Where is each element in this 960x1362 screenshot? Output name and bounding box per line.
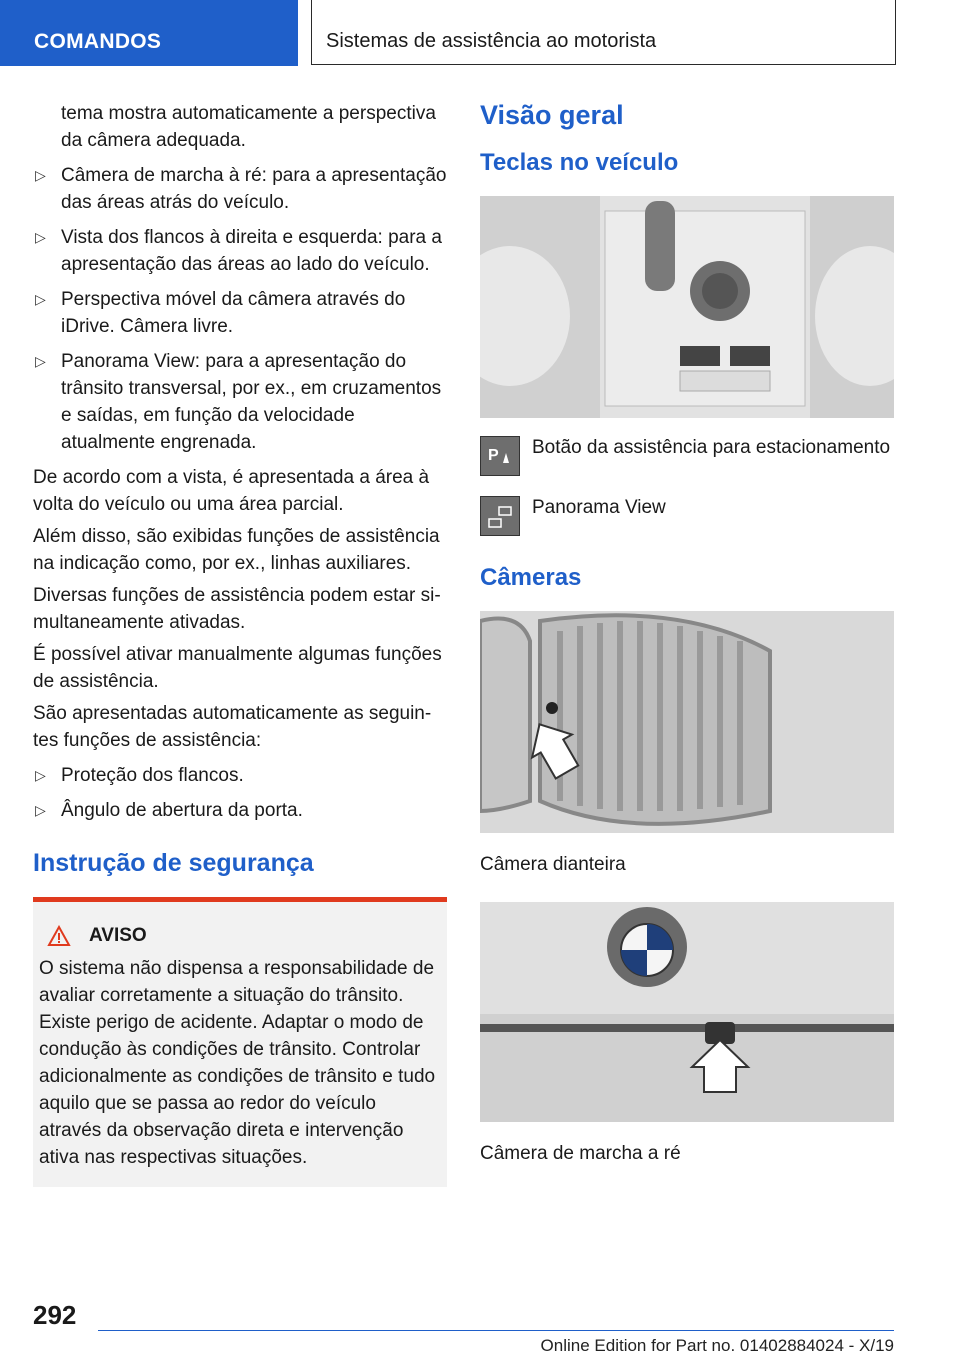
triangle-bullet-icon: ▷ bbox=[35, 167, 46, 183]
list-item: tema mostra automaticamente a perspectiva da câmera adequada. bbox=[61, 103, 436, 151]
list-item: ▷ Vista dos flancos à direita e esquerda: para a apresentação das áreas ao lado do veículo. bbox=[33, 224, 447, 278]
triangle-bullet-icon: ▷ bbox=[35, 767, 46, 783]
rear-camera-photo bbox=[480, 902, 894, 1122]
panorama-view-icon bbox=[480, 496, 520, 536]
left-column bbox=[33, 100, 447, 1187]
footer-divider bbox=[98, 1330, 894, 1331]
key-label: Botão da assistência para estacionamento bbox=[532, 437, 891, 458]
list-item: ▷ Ângulo de abertura da porta. bbox=[33, 797, 447, 824]
section-label: COMANDOS bbox=[34, 30, 162, 53]
list-item: ▷ Perspectiva móvel da câmera através do iDrive. Câmera livre. bbox=[33, 286, 447, 340]
warning-box bbox=[33, 897, 447, 1187]
warning-text: O sistema não dispensa a responsabilidade de avaliar corretamente a situação do trânsito. Existe perigo de acidente. Adaptar o modo de condução às condições de trânsito. Controlar adicionalmente as condições de trânsito e tudo aquilo que se passa ao redor do veículo através da observação direta e intervenção ativa nas respectivas situações. bbox=[39, 958, 436, 1168]
paragraph: Diversas funções de assistência podem estar simultaneamente ativadas. bbox=[33, 585, 441, 633]
photo-caption: Câmera de marcha a ré bbox=[480, 1143, 681, 1164]
overview-heading: Visão geral bbox=[480, 100, 624, 130]
triangle-bullet-icon: ▷ bbox=[35, 802, 46, 818]
photo-caption: Câmera dianteira bbox=[480, 854, 626, 875]
key-label: Panorama View bbox=[532, 497, 666, 518]
keys-heading: Teclas no veículo bbox=[480, 149, 679, 176]
key-parking-assistant bbox=[480, 436, 894, 476]
chapter-title: Sistemas de assistência ao motorista bbox=[326, 30, 657, 52]
warning-title: AVISO bbox=[89, 925, 147, 946]
paragraph: É possível ativar manualmente algumas funções de assistência. bbox=[33, 644, 442, 692]
paragraph: São apresentadas automaticamente as seguintes funções de assistência: bbox=[33, 703, 432, 751]
section-tab bbox=[0, 0, 298, 66]
cameras-heading: Câmeras bbox=[480, 564, 582, 591]
paragraph: De acordo com a vista, é apresentada a área à volta do veículo ou uma área parcial. bbox=[33, 467, 430, 515]
list-item: ▷ Proteção dos flancos. bbox=[33, 762, 447, 789]
triangle-bullet-icon: ▷ bbox=[35, 229, 46, 245]
edition-footer: Online Edition for Part no. 01402884024 - X/19 bbox=[540, 1336, 894, 1355]
paragraph: Além disso, são exibidas funções de assistência na indicação como, por ex., linhas auxiliares. bbox=[33, 526, 440, 574]
triangle-bullet-icon: ▷ bbox=[35, 353, 46, 369]
right-column bbox=[480, 100, 894, 1191]
svg-text:P: P bbox=[488, 447, 499, 464]
console-photo bbox=[480, 196, 894, 418]
list-item: ▷ Câmera de marcha à ré: para a apresentação das áreas atrás do veículo. bbox=[33, 162, 447, 216]
page-number: 292 bbox=[33, 1300, 77, 1330]
triangle-bullet-icon: ▷ bbox=[35, 291, 46, 307]
chapter-header bbox=[311, 0, 896, 65]
parking-assistant-icon bbox=[480, 436, 520, 476]
key-panorama-view bbox=[480, 496, 894, 536]
front-camera-photo bbox=[480, 611, 894, 833]
safety-heading: Instrução de segurança bbox=[33, 849, 314, 877]
list-item: ▷ Panorama View: para a apresentação do trânsito transversal, por ex., em cruzamentos e saídas, em função da velocidade atualmente engrenada. bbox=[33, 348, 447, 456]
warning-triangle-icon bbox=[47, 925, 71, 947]
